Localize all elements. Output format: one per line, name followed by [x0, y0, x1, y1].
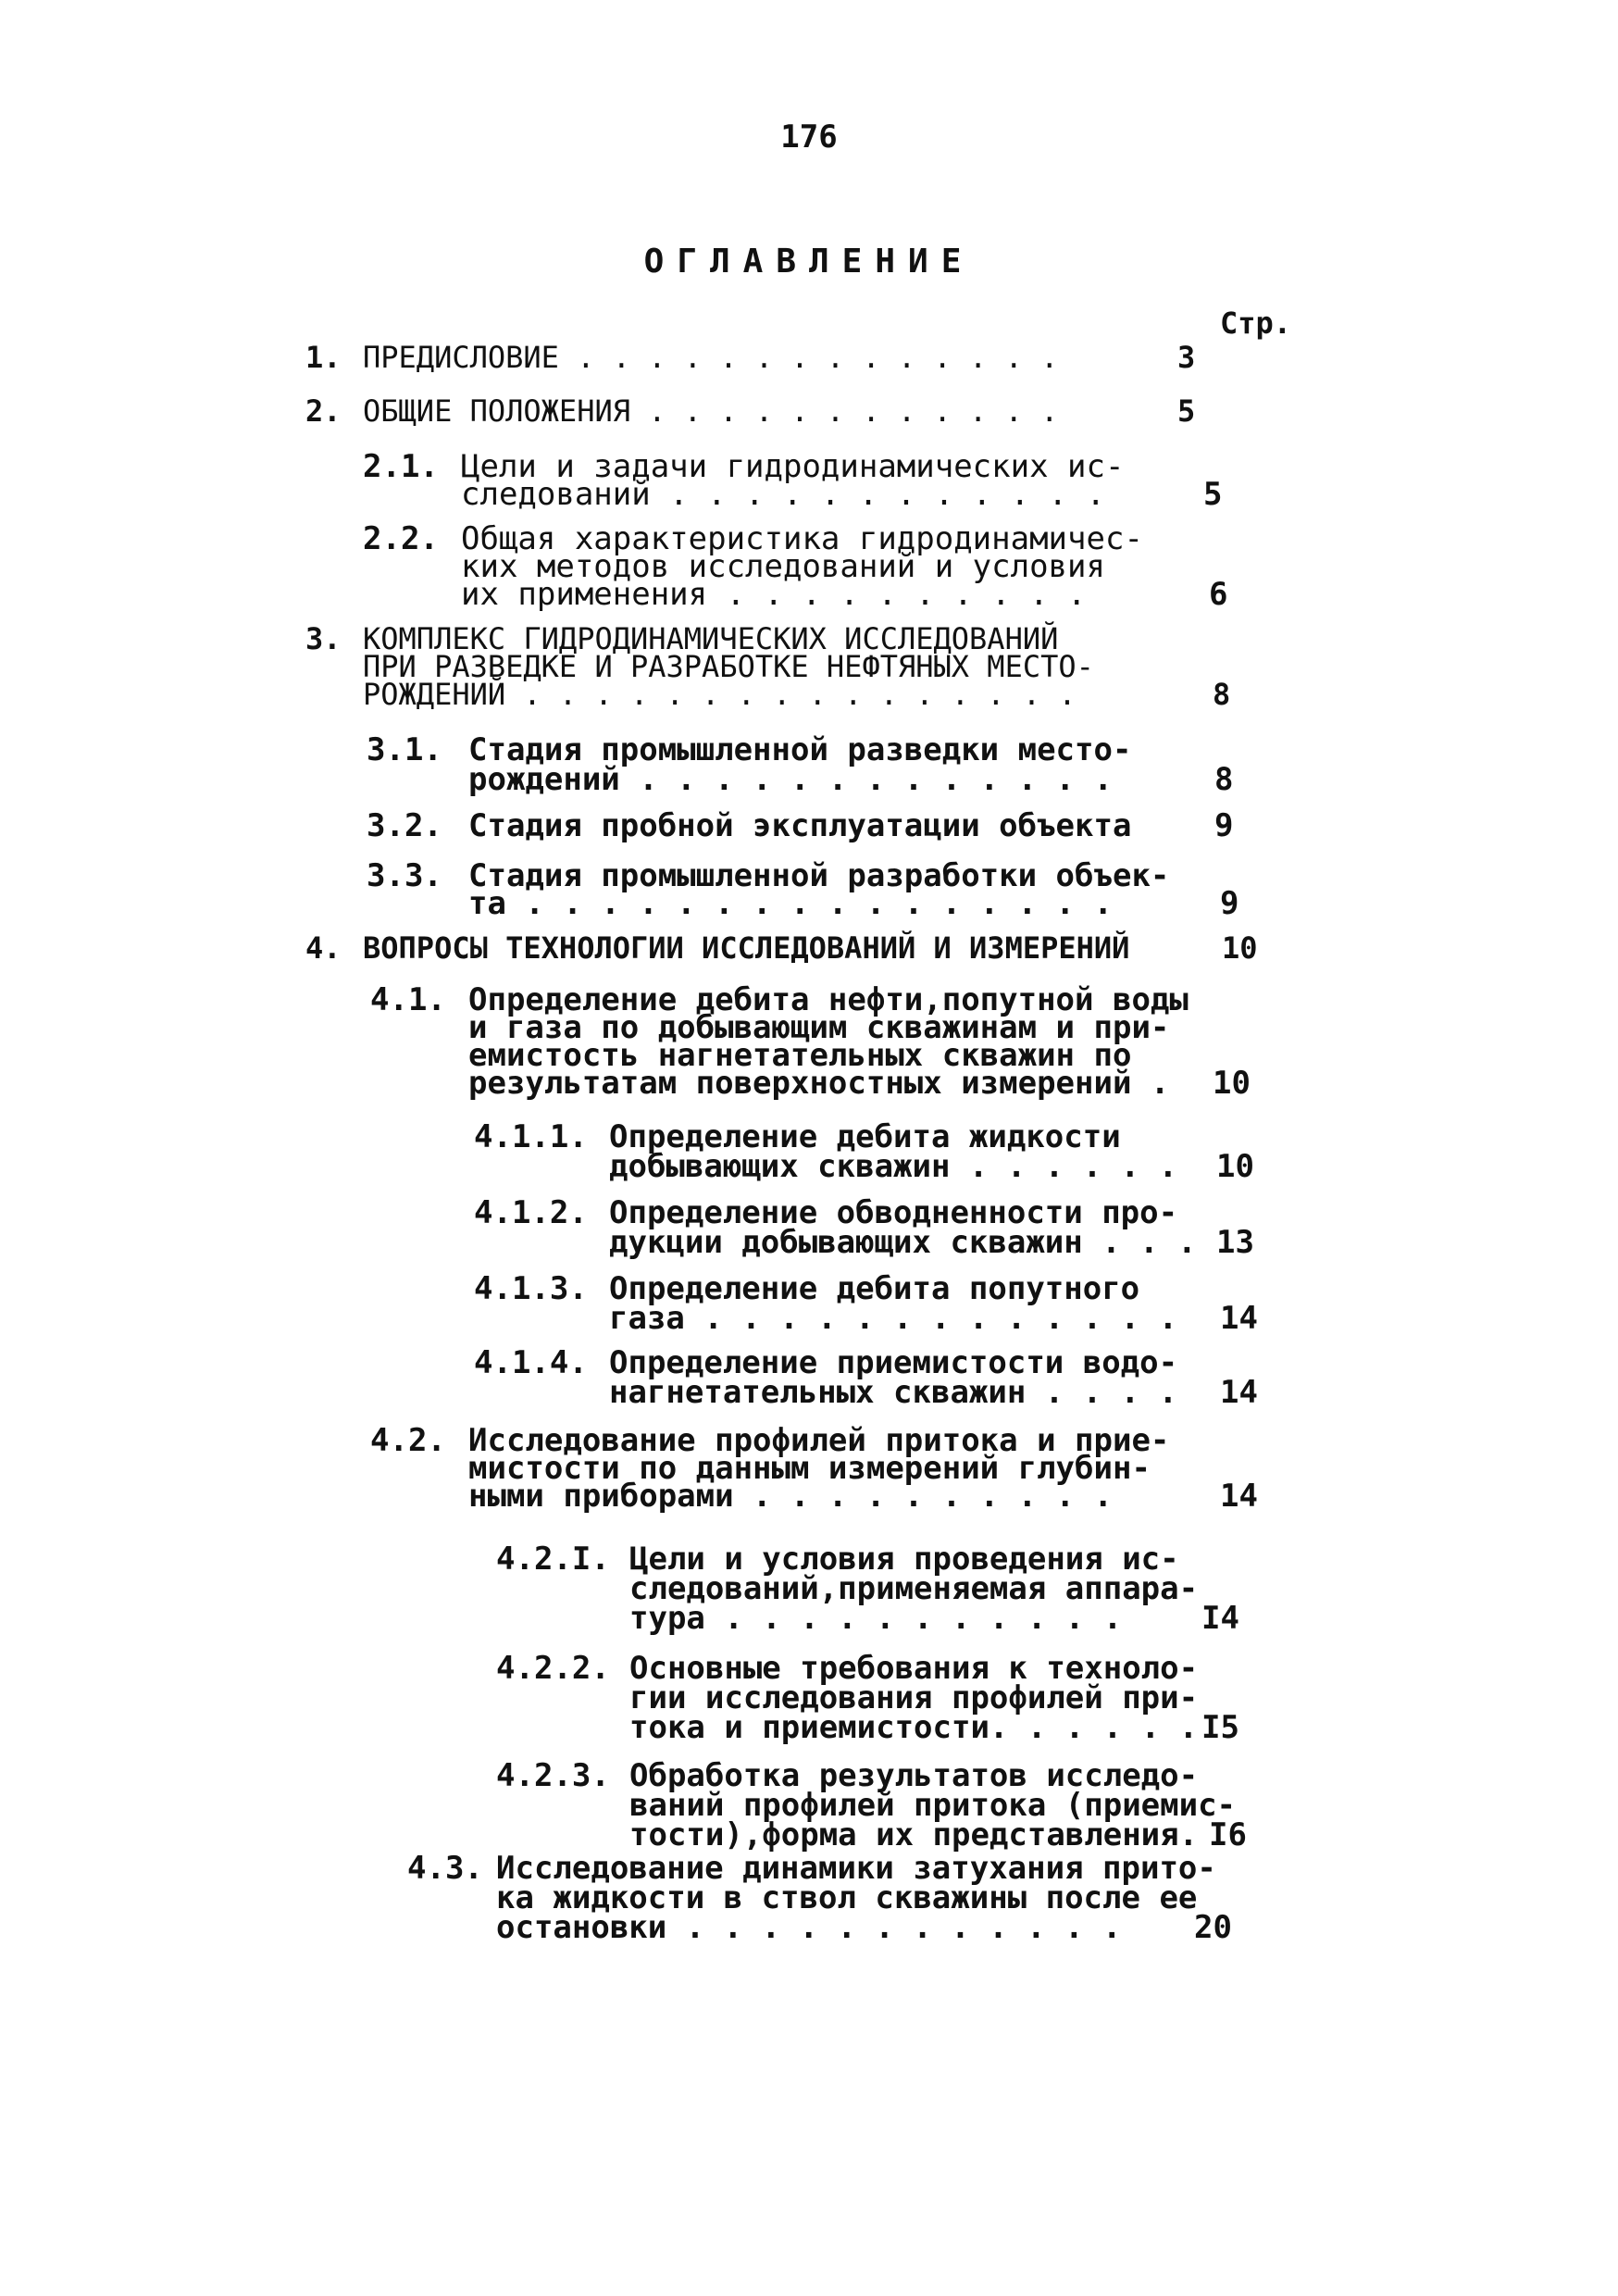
toc-entry-page: 8 [1213, 677, 1231, 712]
toc-entry-text-line: Стадия промышленной разработки объек- [468, 857, 1170, 894]
toc-entry-number: 3.2. [367, 807, 442, 844]
toc-entry-number: 2.1. [363, 448, 439, 485]
toc-entry-text-line: Исследование профилей притока и прие- [468, 1422, 1170, 1459]
page-column-label: Стр. [1220, 306, 1292, 341]
toc-entry-page: 14 [1220, 1478, 1258, 1515]
toc-entry-number: 4. [305, 930, 342, 966]
toc-entry-text-line: ными приборами . . . . . . . . . . [468, 1478, 1113, 1515]
toc-entry-number: 4.1.4. [474, 1344, 588, 1381]
toc-entry-text-line: тости),форма их представления. [629, 1816, 1199, 1853]
toc-entry-text-line: ких методов исследований и условия [461, 548, 1105, 585]
toc-entry-text-line: Определение дебита жидкости [609, 1118, 1121, 1155]
toc-entry-text-line: и газа по добывающим скважинам и при- [468, 1009, 1170, 1046]
toc-entry-page: 10 [1216, 1148, 1254, 1185]
toc-entry-page: 10 [1213, 1065, 1251, 1102]
toc-entry-number: 3. [305, 621, 342, 656]
toc-entry-text-line: Исследование динамики затухания прито- [496, 1850, 1216, 1887]
toc-entry-text-line: ваний профилей притока (приемис- [629, 1787, 1237, 1824]
toc-entry-text-line: ОБЩИЕ ПОЛОЖЕНИЯ . . . . . . . . . . . . [363, 393, 1059, 429]
toc-entry-text-line: та . . . . . . . . . . . . . . . . [468, 885, 1113, 922]
toc-entry-page: 8 [1214, 761, 1234, 798]
toc-entry-number: 4.2. [370, 1422, 446, 1459]
toc-entry-number: 4.2.I. [496, 1541, 610, 1578]
toc-entry-text-line: КОМПЛЕКС ГИДРОДИНАМИЧЕСКИХ ИССЛЕДОВАНИЙ [363, 621, 1059, 656]
toc-entry-text-line: Цели и условия проведения ис- [629, 1541, 1179, 1578]
toc-entry-page: 14 [1220, 1374, 1258, 1411]
toc-entry-number: 4.2.3. [496, 1757, 610, 1794]
toc-entry-text-line: нагнетательных скважин . . . . [609, 1374, 1178, 1411]
toc-entry-text-line: ка жидкости в ствол скважины после ее [496, 1879, 1198, 1916]
toc-entry-text-line: их применения . . . . . . . . . . [461, 576, 1087, 613]
toc-entry-text-line: Основные требования к техноло- [629, 1650, 1199, 1687]
toc-entry-text-line: тура . . . . . . . . . . . [629, 1600, 1123, 1637]
toc-entry-number: 2.2. [363, 520, 439, 557]
toc-entry-page: 14 [1220, 1300, 1258, 1337]
toc-entry-text-line: РОЖДЕНИЙ . . . . . . . . . . . . . . . . [363, 677, 1077, 712]
toc-entry-text-line: Определение обводненности про- [609, 1194, 1178, 1231]
toc-entry-number: 4.1. [370, 981, 446, 1018]
toc-entry-text-line: емистость нагнетательных скважин по [468, 1037, 1132, 1074]
toc-entry-text-line: Общая характеристика гидродинамичес- [461, 520, 1143, 557]
toc-entry-text-line: гии исследования профилей при- [629, 1679, 1199, 1716]
toc-entry-number: 3.1. [367, 731, 442, 768]
toc-entry-text-line: Определение дебита нефти,попутной воды [468, 981, 1189, 1018]
toc-entry-page: 9 [1220, 885, 1239, 922]
toc-entry-text-line: ВОПРОСЫ ТЕХНОЛОГИИ ИССЛЕДОВАНИЙ И ИЗМЕРЕНИЙ [363, 930, 1130, 966]
toc-entry-number: 3.3. [367, 857, 442, 894]
toc-entry-text-line: следований . . . . . . . . . . . . [461, 476, 1105, 513]
toc-entry-number: 1. [305, 340, 342, 375]
toc-entry-number: 2. [305, 393, 342, 429]
toc-entry-page: 20 [1194, 1909, 1232, 1946]
toc-entry-text-line: Обработка результатов исследо- [629, 1757, 1199, 1794]
toc-entry-text-line: Цели и задачи гидродинамических ис- [461, 448, 1125, 485]
page-title: ОГЛАВЛЕНИЕ [643, 243, 975, 281]
toc-entry-number: 4.1.3. [474, 1270, 588, 1307]
toc-entry-page: 5 [1203, 476, 1223, 513]
toc-entry-text-line: следований,применяемая аппара- [629, 1570, 1199, 1607]
toc-entry-text-line: газа . . . . . . . . . . . . . [609, 1300, 1178, 1337]
toc-entry-text-line: Определение приемистости водо- [609, 1344, 1178, 1381]
toc-entry-text-line: результатам поверхностных измерений . [468, 1065, 1170, 1102]
toc-entry-number: 4.3. [407, 1850, 483, 1887]
toc-entry-text-line: ПРИ РАЗВЕДКЕ И РАЗРАБОТКЕ НЕФТЯНЫХ МЕСТО- [363, 649, 1094, 684]
toc-entry-page: I5 [1201, 1709, 1239, 1746]
toc-entry-page: 13 [1216, 1224, 1254, 1261]
toc-entry-text-line: тока и приемистости. . . . . . [629, 1709, 1199, 1746]
toc-entry-text-line: Стадия промышленной разведки место- [468, 731, 1132, 768]
toc-entry-page: I6 [1209, 1816, 1247, 1853]
toc-entry-page: I4 [1201, 1600, 1239, 1637]
toc-entry-page: 3 [1177, 340, 1196, 375]
toc-entry-text-line: добывающих скважин . . . . . . [609, 1148, 1178, 1185]
toc-entry-text-line: остановки . . . . . . . . . . . . [496, 1909, 1122, 1946]
toc-entry-text-line: рождений . . . . . . . . . . . . . [468, 761, 1113, 798]
toc-entry-text-line: мистости по данным измерений глубин- [468, 1450, 1151, 1487]
page-number: 176 [780, 119, 838, 156]
toc-entry-page: 6 [1209, 576, 1228, 613]
toc-entry-page: 5 [1177, 393, 1196, 429]
toc-entry-page: 10 [1222, 930, 1258, 966]
toc-entry-text-line: Стадия пробной эксплуатации объекта [468, 807, 1132, 844]
toc-entry-number: 4.1.2. [474, 1194, 588, 1231]
toc-entry-number: 4.1.1. [474, 1118, 588, 1155]
toc-entry-page: 9 [1214, 807, 1234, 844]
toc-entry-number: 4.2.2. [496, 1650, 610, 1687]
toc-entry-text-line: Определение дебита попутного [609, 1270, 1140, 1307]
toc-entry-text-line: дукции добывающих скважин . . . [609, 1224, 1197, 1261]
toc-entry-text-line: ПРЕДИСЛОВИЕ . . . . . . . . . . . . . . [363, 340, 1059, 375]
